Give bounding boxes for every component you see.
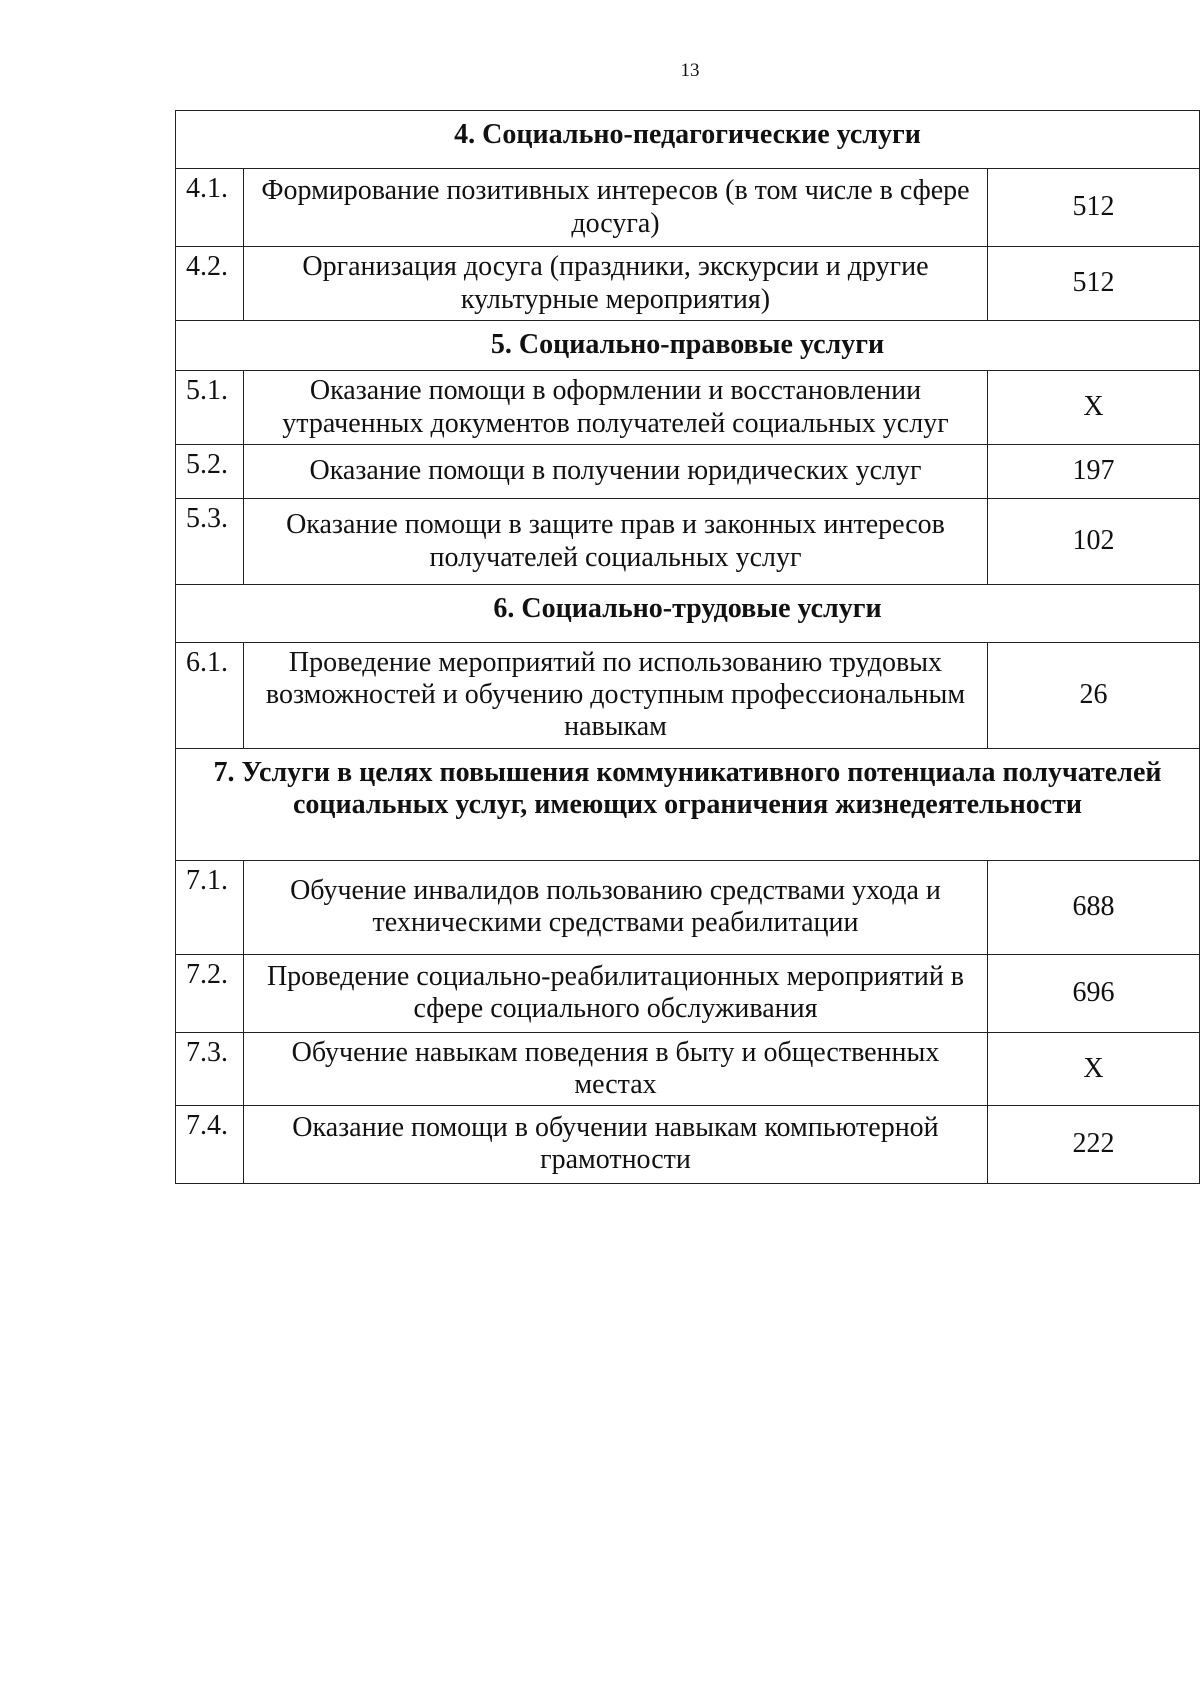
service-name: Оказание помощи в защите прав и законных интересов получателей социальных услуг — [244, 499, 988, 585]
service-name: Оказание помощи в получении юридических услуг — [244, 445, 988, 499]
service-value: 197 — [987, 445, 1199, 499]
table-row — [176, 954, 1200, 1032]
service-name: Формирование позитивных интересов (в том числе в сфере досуга) — [244, 169, 988, 247]
row-number: 7.3. — [176, 1032, 244, 1105]
row-number: 7.2. — [176, 954, 244, 1032]
service-value: 512 — [987, 169, 1199, 247]
table-row — [176, 1032, 1200, 1105]
section-header-4 — [176, 111, 1200, 169]
service-value: 512 — [987, 247, 1199, 321]
section-title: 7. Услуги в целях повышения коммуникативного потенциала получателей социальных услуг, имеющих ограничения жизнедеятельности — [176, 748, 1200, 860]
row-number: 4.2. — [176, 247, 244, 321]
row-number: 4.1. — [176, 169, 244, 247]
service-name: Обучение инвалидов пользованию средствами ухода и техническими средствами реабилитации — [244, 860, 988, 954]
table-row — [176, 247, 1200, 321]
service-name: Организация досуга (праздники, экскурсии и другие культурные мероприятия) — [244, 247, 988, 321]
table-row — [176, 445, 1200, 499]
services-table — [175, 110, 1200, 1184]
service-name: Проведение социально-реабилитационных мероприятий в сфере социального обслуживания — [244, 954, 988, 1032]
row-number: 5.2. — [176, 445, 244, 499]
section-title: 4. Социально-педагогические услуги — [176, 111, 1200, 169]
service-name: Обучение навыкам поведения в быту и общественных местах — [244, 1032, 988, 1105]
section-header-7 — [176, 748, 1200, 860]
table-row — [176, 860, 1200, 954]
service-name: Оказание помощи в оформлении и восстановлении утраченных документов получателей социальных услуг — [244, 371, 988, 445]
row-number: 5.3. — [176, 499, 244, 585]
table-row — [176, 499, 1200, 585]
page-number: 13 — [680, 60, 700, 81]
section-title: 6. Социально-трудовые услуги — [176, 585, 1200, 643]
section-header-6 — [176, 585, 1200, 643]
service-value: 222 — [987, 1105, 1199, 1183]
service-value: 688 — [987, 860, 1199, 954]
service-name: Проведение мероприятий по использованию трудовых возможностей и обучению доступным профессиональным навыкам — [244, 643, 988, 749]
table-row — [176, 643, 1200, 749]
service-value: 696 — [987, 954, 1199, 1032]
section-title: 5. Социально-правовые услуги — [176, 321, 1200, 371]
service-value: 26 — [987, 643, 1199, 749]
service-value: Х — [987, 371, 1199, 445]
section-header-5 — [176, 321, 1200, 371]
service-value: Х — [987, 1032, 1199, 1105]
row-number: 7.1. — [176, 860, 244, 954]
table-row — [176, 1105, 1200, 1183]
row-number: 7.4. — [176, 1105, 244, 1183]
row-number: 5.1. — [176, 371, 244, 445]
table-row — [176, 169, 1200, 247]
table-row — [176, 371, 1200, 445]
row-number: 6.1. — [176, 643, 244, 749]
service-name: Оказание помощи в обучении навыкам компьютерной грамотности — [244, 1105, 988, 1183]
service-value: 102 — [987, 499, 1199, 585]
